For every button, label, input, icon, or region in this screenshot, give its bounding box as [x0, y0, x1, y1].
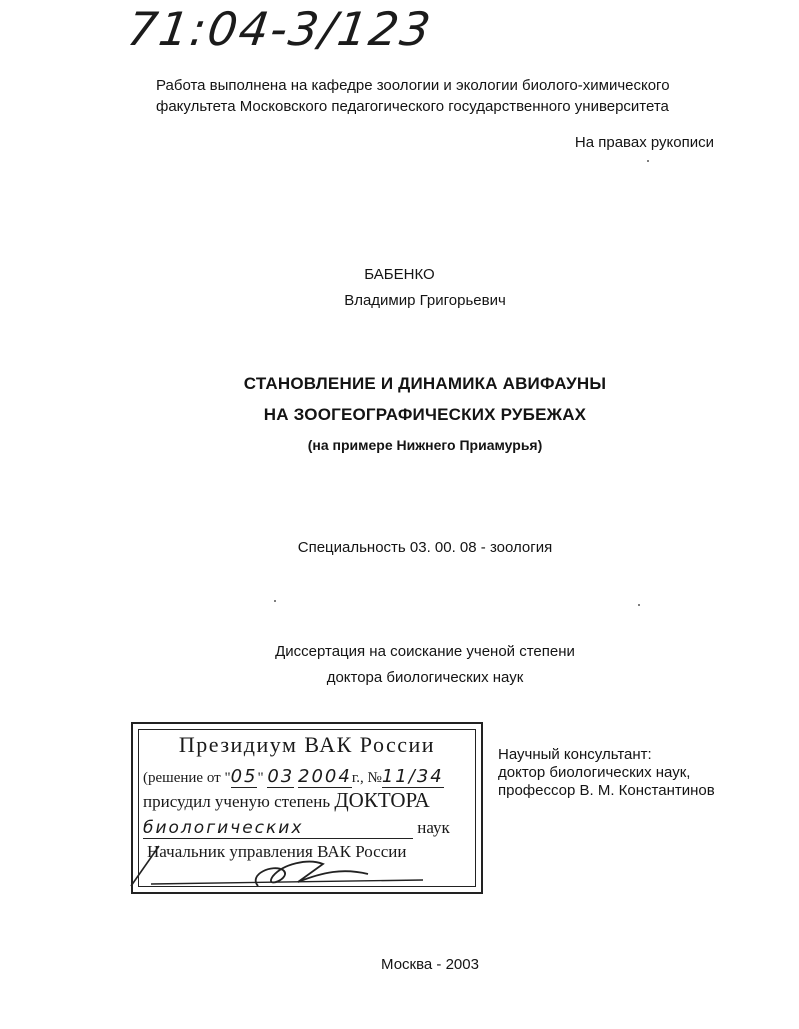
- author-surname: БАБЕНКО: [364, 266, 435, 283]
- decision-number: 11/34: [381, 766, 444, 787]
- stamp-awarded-line: [143, 788, 430, 813]
- decision-day: 05: [230, 766, 258, 787]
- department-line: факультета Московского педагогического государственного университета: [156, 98, 669, 115]
- awarded-degree: ДОКТОРА: [334, 788, 430, 812]
- thesis-title-line-1: СТАНОВЛЕНИЕ И ДИНАМИКА АВИФАУНЫ: [243, 374, 607, 393]
- specialty: Специальность 03. 00. 08 - зоология: [297, 539, 553, 556]
- awarded-text: присудил ученую степень: [143, 792, 331, 811]
- sciences-word: наук: [417, 818, 450, 837]
- scan-speck: [647, 160, 649, 162]
- city-year: Москва - 2003: [381, 956, 479, 973]
- vak-stamp: [131, 722, 483, 894]
- scientific-consultant: [498, 746, 715, 800]
- year-suffix: г., №: [351, 770, 382, 786]
- stamp-decision-line: (решение от "05" 03 2004г., №11/34: [143, 766, 444, 787]
- dissertation-line-1: Диссертация на соискание ученой степени: [275, 643, 575, 660]
- stamp-chief-line: Начальник управления ВАК России: [147, 842, 407, 861]
- field-handwritten: биологических: [143, 818, 413, 839]
- consultant-name: профессор В. М. Константинов: [498, 782, 715, 799]
- decision-year: 2004: [298, 766, 352, 787]
- consultant-label: Научный консультант:: [498, 746, 652, 763]
- stamp-signature: [123, 824, 493, 896]
- author-given-names: Владимир Григорьевич: [344, 292, 506, 309]
- scan-speck: [274, 600, 276, 602]
- thesis-title-line-2: НА ЗООГЕОГРАФИЧЕСКИХ РУБЕЖАХ: [263, 405, 587, 424]
- thesis-subtitle: (на примере Нижнего Приамурья): [307, 437, 543, 453]
- archive-number: 71:04-3/123: [124, 2, 436, 56]
- dissertation-line-2: доктора биологических наук: [326, 669, 524, 686]
- decision-month: 03: [267, 766, 295, 787]
- scan-speck: [638, 604, 640, 606]
- department-affiliation: [156, 75, 670, 117]
- decision-prefix: (решение от: [143, 770, 221, 786]
- consultant-degree: доктор биологических наук,: [498, 764, 691, 781]
- rights-note: На правах рукописи: [574, 134, 714, 151]
- stamp-title: Президиум ВАК России: [178, 732, 436, 757]
- department-line: Работа выполнена на кафедре зоологии и экологии биолого-химического: [156, 77, 670, 94]
